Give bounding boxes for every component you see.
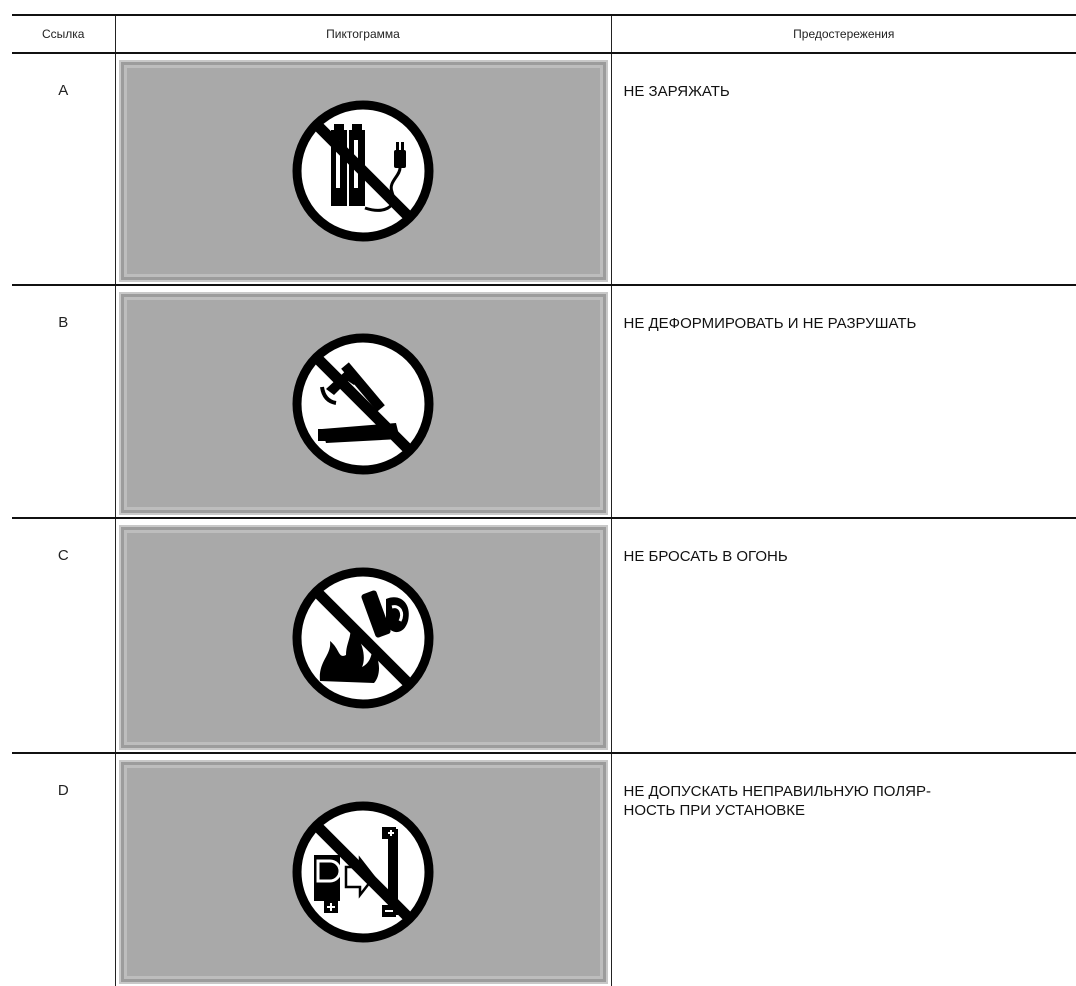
precaution-text: НЕ ЗАРЯЖАТЬ [611, 53, 1076, 285]
row-ref: A [12, 53, 115, 285]
pictogram-cell [115, 753, 611, 986]
table-row [12, 753, 1076, 986]
pictogram-panel [119, 760, 608, 984]
row-ref: B [12, 285, 115, 518]
precaution-text: НЕ ДЕФОРМИРОВАТЬ И НЕ РАЗРУШАТЬ [611, 285, 1076, 518]
pictogram-cell [115, 285, 611, 518]
header-ref: Ссылка [12, 15, 115, 53]
table-row [12, 53, 1076, 285]
header-precautions: Предостережения [611, 15, 1076, 53]
table-row [12, 518, 1076, 753]
pictogram-panel [119, 292, 608, 515]
table-row [12, 285, 1076, 518]
pictogram-panel [119, 60, 608, 282]
precaution-text: НЕ БРОСАТЬ В ОГОНЬ [611, 518, 1076, 753]
header-pictogram: Пиктограмма [115, 15, 611, 53]
no-deform-icon [288, 329, 438, 479]
no-wrong-polarity-icon [288, 797, 438, 947]
precaution-text: НЕ ДОПУСКАТЬ НЕПРАВИЛЬНУЮ ПОЛЯР- НОСТЬ ПРИ УСТАНОВКЕ [611, 753, 1076, 986]
row-ref: C [12, 518, 115, 753]
table-header-row [12, 15, 1076, 53]
no-fire-icon [288, 563, 438, 713]
pictogram-cell [115, 518, 611, 753]
pictogram-table [12, 14, 1076, 986]
pictogram-cell [115, 53, 611, 285]
pictogram-panel [119, 525, 608, 750]
row-ref: D [12, 753, 115, 986]
no-charging-icon [288, 96, 438, 246]
